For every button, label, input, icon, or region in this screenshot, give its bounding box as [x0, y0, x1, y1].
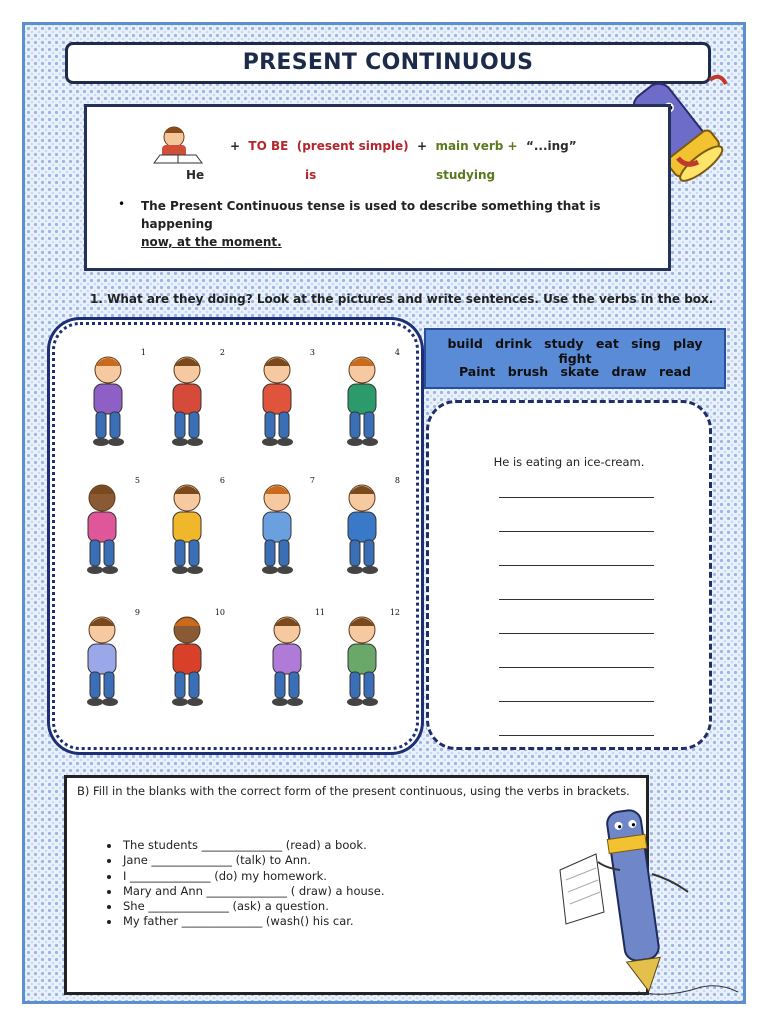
verb-word: eat — [595, 336, 619, 351]
to-be-label: TO BE — [248, 139, 289, 153]
picture-number: 3 — [309, 348, 315, 357]
verb-word: sing — [631, 336, 661, 351]
verb-word: Paint — [458, 364, 496, 379]
picture-skate — [330, 350, 400, 450]
picture-number: 10 — [214, 608, 225, 617]
verb-word: brush — [507, 364, 549, 379]
child-figure — [70, 478, 140, 578]
picture-study — [245, 478, 315, 578]
usage-explanation — [141, 197, 661, 251]
picture-number: 9 — [134, 608, 140, 617]
child-figure — [76, 350, 146, 450]
child-figure — [155, 610, 225, 710]
fill-in-item: • The students ______________ (read) a book. — [121, 838, 385, 853]
picture-number: 5 — [134, 476, 140, 485]
example-subject: He — [186, 168, 205, 182]
child-figure — [245, 350, 315, 450]
ing-label: “...ing” — [525, 139, 577, 153]
picture-number: 12 — [389, 608, 400, 617]
main-verb-label: main verb + — [435, 139, 518, 153]
answers-box — [426, 400, 712, 750]
plus-sign: + — [230, 139, 241, 153]
child-figure — [155, 478, 225, 578]
present-simple-label: (present simple) — [296, 139, 409, 153]
child-figure — [330, 478, 400, 578]
picture-sandcastle — [155, 478, 225, 578]
picture-number: 11 — [314, 608, 325, 617]
picture-ballet — [70, 610, 140, 710]
picture-ice-cream — [76, 350, 146, 450]
answer-line-5[interactable] — [499, 633, 654, 634]
picture-brush — [255, 610, 325, 710]
verb-word: build — [447, 336, 483, 351]
picture-number: 1 — [140, 348, 146, 357]
answer-line-2[interactable] — [499, 531, 654, 532]
verbs-box — [424, 328, 726, 389]
plus-sign: + — [417, 139, 428, 153]
picture-draw — [155, 610, 225, 710]
picture-number: 4 — [394, 348, 400, 357]
formula-line — [230, 139, 577, 153]
bullet-dot: • — [118, 197, 126, 211]
picture-fight — [330, 610, 400, 710]
child-figure — [330, 610, 400, 710]
fill-in-item: • My father ______________ (wash() his car. — [121, 914, 385, 929]
fill-in-item: • Mary and Ann ______________ ( draw) a house. — [121, 884, 385, 899]
verb-word: fight — [558, 351, 592, 366]
picture-number: 8 — [394, 476, 400, 485]
example-answer: He is eating an ice-cream. — [493, 455, 645, 469]
picture-number: 6 — [219, 476, 225, 485]
fill-in-list — [97, 838, 385, 930]
child-figure — [245, 478, 315, 578]
fill-in-item: • I ______________ (do) my homework. — [121, 869, 385, 884]
fill-in-item: • She ______________ (ask) a question. — [121, 899, 385, 914]
answer-line-1[interactable] — [499, 497, 654, 498]
usage-line-1: The Present Continuous tense is used to describe something that is happening — [141, 199, 601, 231]
child-figure — [155, 350, 225, 450]
child-figure — [255, 610, 325, 710]
exercise1-instruction: 1. What are they doing? Look at the pictures and write sentences. Use the verbs in the box. — [90, 292, 714, 306]
picture-sing — [70, 478, 140, 578]
pen-character-illustration — [552, 800, 752, 1000]
answer-line-6[interactable] — [499, 667, 654, 668]
picture-football — [330, 478, 400, 578]
answer-line-4[interactable] — [499, 599, 654, 600]
verb-word: drink — [495, 336, 532, 351]
example-aux: is — [305, 168, 317, 182]
picture-book — [155, 350, 225, 450]
verbs-row-2 — [426, 364, 724, 379]
verb-word: skate — [560, 364, 600, 379]
usage-line-2: now, at the moment. — [141, 235, 282, 249]
verb-word: read — [658, 364, 691, 379]
verb-word: draw — [611, 364, 647, 379]
answer-line-3[interactable] — [499, 565, 654, 566]
answer-line-8[interactable] — [499, 735, 654, 736]
verb-word: study — [544, 336, 584, 351]
child-figure — [70, 610, 140, 710]
studying-boy-illustration — [150, 123, 206, 169]
fill-in-item: • Jane ______________ (talk) to Ann. — [121, 853, 385, 868]
answer-line-7[interactable] — [499, 701, 654, 702]
picture-number: 7 — [309, 476, 315, 485]
exercise2-instruction: B) Fill in the blanks with the correct form of the present continuous, using the verbs in brackets. — [77, 784, 630, 798]
page-title: PRESENT CONTINUOUS — [242, 50, 534, 75]
verbs-row-1 — [426, 336, 724, 366]
picture-number: 2 — [219, 348, 225, 357]
verb-word: play — [673, 336, 703, 351]
example-verb: studying — [436, 168, 496, 182]
child-figure — [330, 350, 400, 450]
picture-crayon — [245, 350, 315, 450]
